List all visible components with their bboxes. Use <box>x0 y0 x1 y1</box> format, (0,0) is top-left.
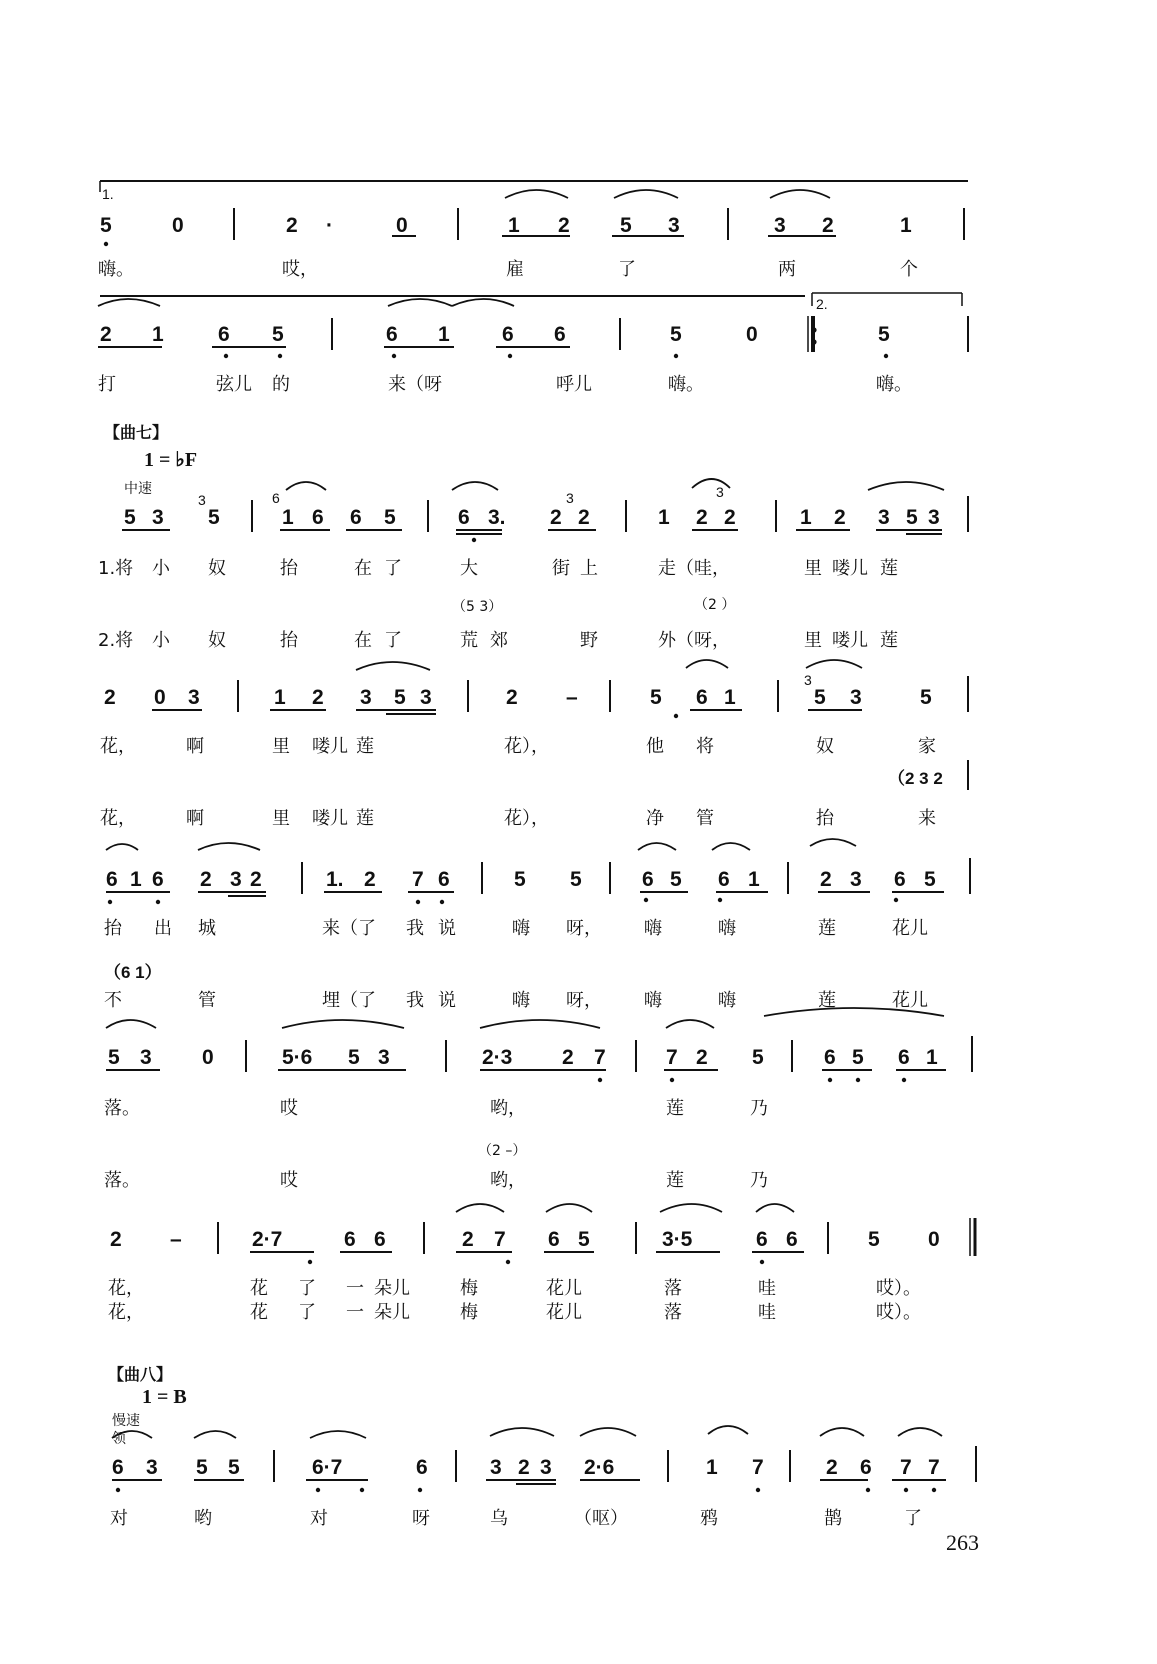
note: 3 <box>378 1046 390 1069</box>
note: 6 <box>218 323 230 346</box>
lyric: 花 <box>250 1278 268 1299</box>
lyric: 喽儿 <box>312 736 348 757</box>
lyric: 花）， <box>504 736 549 757</box>
alternate-notes: （6 1） <box>104 963 162 982</box>
note: 3 <box>774 214 786 237</box>
lyric: 两 <box>778 259 796 280</box>
lyric: 梅 <box>460 1278 478 1299</box>
lyric: 说 <box>438 990 456 1011</box>
lyric: 来（了 <box>322 918 376 939</box>
note: 2 <box>578 506 590 529</box>
note: 6 <box>350 506 362 529</box>
lyric: 落 <box>664 1278 682 1299</box>
lyric: 来（呀 <box>388 374 442 395</box>
tempo-marking: 慢速 <box>112 1413 140 1429</box>
note: 6 <box>438 868 450 891</box>
note: 2 <box>834 506 846 529</box>
note: 2 <box>696 1046 708 1069</box>
lyric: 在 <box>354 558 372 579</box>
note: 1 <box>926 1046 938 1069</box>
note: 2 <box>364 868 376 891</box>
lyric: 乃 <box>750 1098 768 1119</box>
grace-note: 3 <box>716 484 724 500</box>
lyric: 花儿 <box>892 990 928 1011</box>
note: 2 <box>558 214 570 237</box>
lyric: 城 <box>198 918 216 939</box>
lyric: 对 <box>310 1508 328 1529</box>
lyric: 莲 <box>356 736 374 757</box>
lyric: 嗨 <box>718 990 736 1011</box>
lyric: 雇 <box>506 259 524 280</box>
note: 3 <box>140 1046 152 1069</box>
volta-1-label: 1. <box>102 186 114 202</box>
note: 3 <box>420 686 432 709</box>
note: 3 <box>928 506 940 529</box>
note: 7 <box>928 1456 940 1479</box>
note: 0 <box>746 323 758 346</box>
note: 1 <box>724 686 736 709</box>
lyric: 嗨。 <box>668 374 704 395</box>
note: 5 <box>514 868 526 891</box>
lyric: 家 <box>918 736 936 757</box>
note: 1 <box>900 214 912 237</box>
note: 1 <box>658 506 670 529</box>
note: 3 <box>152 506 164 529</box>
lyric: 呼儿 <box>556 374 592 395</box>
note: 5 <box>670 323 682 346</box>
note: 3 <box>878 506 890 529</box>
lyric: 小 <box>152 558 170 579</box>
note: 1 <box>274 686 286 709</box>
lyric: 管 <box>198 990 216 1011</box>
lyric: 呀 <box>412 1508 430 1529</box>
lyric: 埋（了 <box>322 990 376 1011</box>
grace-note: 3 <box>804 672 812 688</box>
lyric: 嗨 <box>644 990 662 1011</box>
lyric: 哎）。 <box>876 1278 921 1299</box>
lyric: 抬 <box>816 808 834 829</box>
alternate-notes: （2 ） <box>694 597 736 613</box>
note: 5 <box>650 686 662 709</box>
grace-note: 6 <box>272 490 280 506</box>
lyric: 莲 <box>880 558 898 579</box>
note: 5 <box>124 506 136 529</box>
lyric: 花儿 <box>546 1302 582 1323</box>
note: 5 <box>920 686 932 709</box>
note: 5 <box>570 868 582 891</box>
note: 5 <box>852 1046 864 1069</box>
lyric: 荒 <box>460 630 478 651</box>
note: 2 <box>110 1228 122 1251</box>
note: 5 <box>906 506 918 529</box>
lyric: 花， <box>100 736 136 757</box>
lyric: 哎 <box>280 1170 298 1191</box>
key-signature: 1 = ♭F <box>144 449 198 471</box>
note: 6 <box>152 868 164 891</box>
lyric: 我 <box>406 990 424 1011</box>
note: 7 <box>752 1456 764 1479</box>
lyric: 落 <box>664 1302 682 1323</box>
note: 2 <box>724 506 736 529</box>
alternate-notes: （2 3 2 <box>888 769 943 788</box>
note: 3 <box>230 868 242 891</box>
lyric: 花儿 <box>892 918 928 939</box>
lyric: 一 <box>346 1278 364 1299</box>
lyric: 了 <box>298 1302 316 1323</box>
lyric: 花， <box>108 1302 144 1323</box>
note: 2 <box>506 686 518 709</box>
note: 5 <box>814 686 826 709</box>
note: 2 <box>518 1456 530 1479</box>
lyric: 莲 <box>818 990 836 1011</box>
note: 2 <box>200 868 212 891</box>
lyric: 嗨。 <box>876 374 912 395</box>
note: 6 <box>374 1228 386 1251</box>
note: 2 <box>820 868 832 891</box>
lyric: 哎 <box>280 1098 298 1119</box>
volta-2-label: 2. <box>816 296 828 312</box>
note: 1 <box>508 214 520 237</box>
note: 3 <box>146 1456 158 1479</box>
note: 1 <box>152 323 164 346</box>
alternate-notes: （5 3） <box>452 599 503 615</box>
lyric: 郊 <box>490 630 508 651</box>
lyric: 走（哇， <box>658 558 730 579</box>
lyric: 哟， <box>490 1098 526 1119</box>
note: 0 <box>202 1046 214 1069</box>
note: 7 <box>494 1228 506 1251</box>
note: – <box>170 1228 182 1251</box>
lyric: 净 <box>646 808 664 829</box>
page-number: 263 <box>946 1530 979 1555</box>
lyric: 的 <box>272 374 290 395</box>
lyric: 落。 <box>104 1098 140 1119</box>
lyric: 鸦 <box>700 1508 718 1529</box>
note: 1 <box>800 506 812 529</box>
note: 6 <box>386 323 398 346</box>
lyric: 嗨 <box>718 918 736 939</box>
note: 0 <box>396 214 408 237</box>
note: 5 <box>752 1046 764 1069</box>
grace-note: 3 <box>566 490 574 506</box>
lyric: 朵儿 <box>374 1302 410 1323</box>
note: 2 <box>696 506 708 529</box>
note: 6 <box>344 1228 356 1251</box>
note: 6 <box>312 506 324 529</box>
note: 6 <box>756 1228 768 1251</box>
note: – <box>566 686 578 709</box>
note: 2 <box>826 1456 838 1479</box>
lyric: 个 <box>900 259 918 280</box>
note: 2·3 <box>482 1046 513 1069</box>
note: 1 <box>748 868 760 891</box>
lyric: 哇 <box>758 1278 776 1299</box>
note: 6·7 <box>312 1456 343 1479</box>
note: 6 <box>642 868 654 891</box>
note: 7 <box>412 868 424 891</box>
lyric: 喽儿 <box>832 558 868 579</box>
note: 3. <box>488 506 506 529</box>
note: 5 <box>100 214 112 237</box>
lyric: 抬 <box>280 558 298 579</box>
lyric: 在 <box>354 630 372 651</box>
lyric: 来 <box>918 808 936 829</box>
note: 5 <box>924 868 936 891</box>
note: 1 <box>706 1456 718 1479</box>
lyric: 乌 <box>490 1508 508 1529</box>
note: 2 <box>562 1046 574 1069</box>
lyric: 哎）。 <box>876 1302 921 1323</box>
lyric: 乃 <box>750 1170 768 1191</box>
note: 6 <box>112 1456 124 1479</box>
note: 6 <box>458 506 470 529</box>
note: 5 <box>878 323 890 346</box>
note: 6 <box>718 868 730 891</box>
lyric: 管 <box>696 808 714 829</box>
lyric: 喽儿 <box>832 630 868 651</box>
note: 2·6 <box>584 1456 615 1479</box>
lyric: 鹊 <box>824 1508 842 1529</box>
lyric: 弦儿 <box>216 374 252 395</box>
note: 6 <box>696 686 708 709</box>
lyric: 奴 <box>208 630 226 651</box>
note: 5 <box>272 323 284 346</box>
note: 5 <box>196 1456 208 1479</box>
lyric: 他 <box>646 736 664 757</box>
lyric: 不 <box>104 990 122 1011</box>
lyric: 哎， <box>282 259 318 280</box>
lyric: 落。 <box>104 1170 140 1191</box>
lyric: 1.将 <box>98 558 134 579</box>
lyric: 呀， <box>566 990 602 1011</box>
note: 5 <box>868 1228 880 1251</box>
lyric: 里 <box>804 630 822 651</box>
lyric: 朵儿 <box>374 1278 410 1299</box>
lyric: 上 <box>580 558 598 579</box>
note: 2 <box>822 214 834 237</box>
note: 2 <box>100 323 112 346</box>
lyric: 嗨 <box>512 918 530 939</box>
lyric: 了 <box>384 558 402 579</box>
lyric: 我 <box>406 918 424 939</box>
lyric: 莲 <box>666 1098 684 1119</box>
note: 6 <box>786 1228 798 1251</box>
lyric: 啊 <box>186 736 204 757</box>
note: 5 <box>108 1046 120 1069</box>
lyric: 一 <box>346 1302 364 1323</box>
note: 2 <box>250 868 262 891</box>
note: 2·7 <box>252 1228 283 1251</box>
lyric: 喽儿 <box>312 808 348 829</box>
grace-note: 3 <box>198 492 206 508</box>
lyric: 啊 <box>186 808 204 829</box>
note: 2 <box>286 214 298 237</box>
note: 1 <box>438 323 450 346</box>
note: 2 <box>312 686 324 709</box>
lyric: 了 <box>904 1508 922 1529</box>
section-title-qu7: 【曲七】 <box>104 423 169 442</box>
lyric: 对 <box>110 1508 128 1529</box>
role-marking: 领 <box>112 1431 126 1447</box>
lyric: 街 <box>552 558 570 579</box>
lyric: 抬 <box>280 630 298 651</box>
lyric: 莲 <box>818 918 836 939</box>
lyric: 大 <box>460 558 478 579</box>
lyric: 抬 <box>104 918 122 939</box>
note: 2 <box>550 506 562 529</box>
note: 5 <box>578 1228 590 1251</box>
lyric: 打 <box>98 374 116 395</box>
note: 6 <box>898 1046 910 1069</box>
note: 5 <box>620 214 632 237</box>
lyric: （呕） <box>574 1508 628 1529</box>
lyric: 外（呀， <box>658 630 730 651</box>
note: 3 <box>668 214 680 237</box>
note: 6 <box>416 1456 428 1479</box>
note: 2 <box>462 1228 474 1251</box>
lyric: 呀， <box>566 918 602 939</box>
lyric: 梅 <box>460 1302 478 1323</box>
lyric: 哇 <box>758 1302 776 1323</box>
note: 7 <box>666 1046 678 1069</box>
note: 1 <box>282 506 294 529</box>
note: 3 <box>540 1456 552 1479</box>
tempo-marking: 中速 <box>124 481 152 497</box>
note: 5 <box>208 506 220 529</box>
note: 5 <box>228 1456 240 1479</box>
lyric: 里 <box>272 736 290 757</box>
note: 1 <box>130 868 142 891</box>
note: 6 <box>894 868 906 891</box>
note: 0 <box>172 214 184 237</box>
note: 1. <box>326 868 344 891</box>
note: 7 <box>594 1046 606 1069</box>
note: 5 <box>670 868 682 891</box>
lyric: 莲 <box>880 630 898 651</box>
note: 6 <box>106 868 118 891</box>
lyric: 里 <box>804 558 822 579</box>
lyric: 哟， <box>490 1170 526 1191</box>
note: 0 <box>928 1228 940 1251</box>
lyric: 嗨 <box>644 918 662 939</box>
lyric: 花儿 <box>546 1278 582 1299</box>
note: 6 <box>860 1456 872 1479</box>
note: 3 <box>188 686 200 709</box>
note: 3·5 <box>662 1228 693 1251</box>
note: 2 <box>104 686 116 709</box>
lyric: 花 <box>250 1302 268 1323</box>
lyric: 花， <box>108 1278 144 1299</box>
note: · <box>326 214 333 237</box>
lyric: 了 <box>384 630 402 651</box>
note: 6 <box>548 1228 560 1251</box>
lyric: 野 <box>580 630 598 651</box>
note: 6 <box>824 1046 836 1069</box>
lyric: 2.将 <box>98 630 134 651</box>
lyric: 出 <box>154 918 172 939</box>
lyric: 里 <box>272 808 290 829</box>
lyric: 莲 <box>666 1170 684 1191</box>
note: 5 <box>384 506 396 529</box>
note: 0 <box>154 686 166 709</box>
alternate-notes: （2 –） <box>478 1143 527 1159</box>
lyric: 说 <box>438 918 456 939</box>
lyric: 了 <box>618 259 636 280</box>
note: 5 <box>394 686 406 709</box>
note: 5 <box>348 1046 360 1069</box>
lyric: 嗨 <box>512 990 530 1011</box>
section-title-qu8: 【曲八】 <box>108 1365 173 1384</box>
lyric: 小 <box>152 630 170 651</box>
note: 6 <box>502 323 514 346</box>
lyric: 哟 <box>194 1508 212 1529</box>
note: 3 <box>850 686 862 709</box>
lyric: 奴 <box>208 558 226 579</box>
note: 3 <box>360 686 372 709</box>
note: 3 <box>850 868 862 891</box>
lyric: 嗨。 <box>98 259 134 280</box>
note: 5·6 <box>282 1046 313 1069</box>
note: 3 <box>490 1456 502 1479</box>
note: 7 <box>900 1456 912 1479</box>
lyric: 了 <box>298 1278 316 1299</box>
lyric: 花）， <box>504 808 549 829</box>
note: 6 <box>554 323 566 346</box>
lyric: 莲 <box>356 808 374 829</box>
lyric: 将 <box>696 736 714 757</box>
key-signature: 1 = B <box>142 1386 187 1408</box>
lyric: 花， <box>100 808 136 829</box>
lyric: 奴 <box>816 736 834 757</box>
